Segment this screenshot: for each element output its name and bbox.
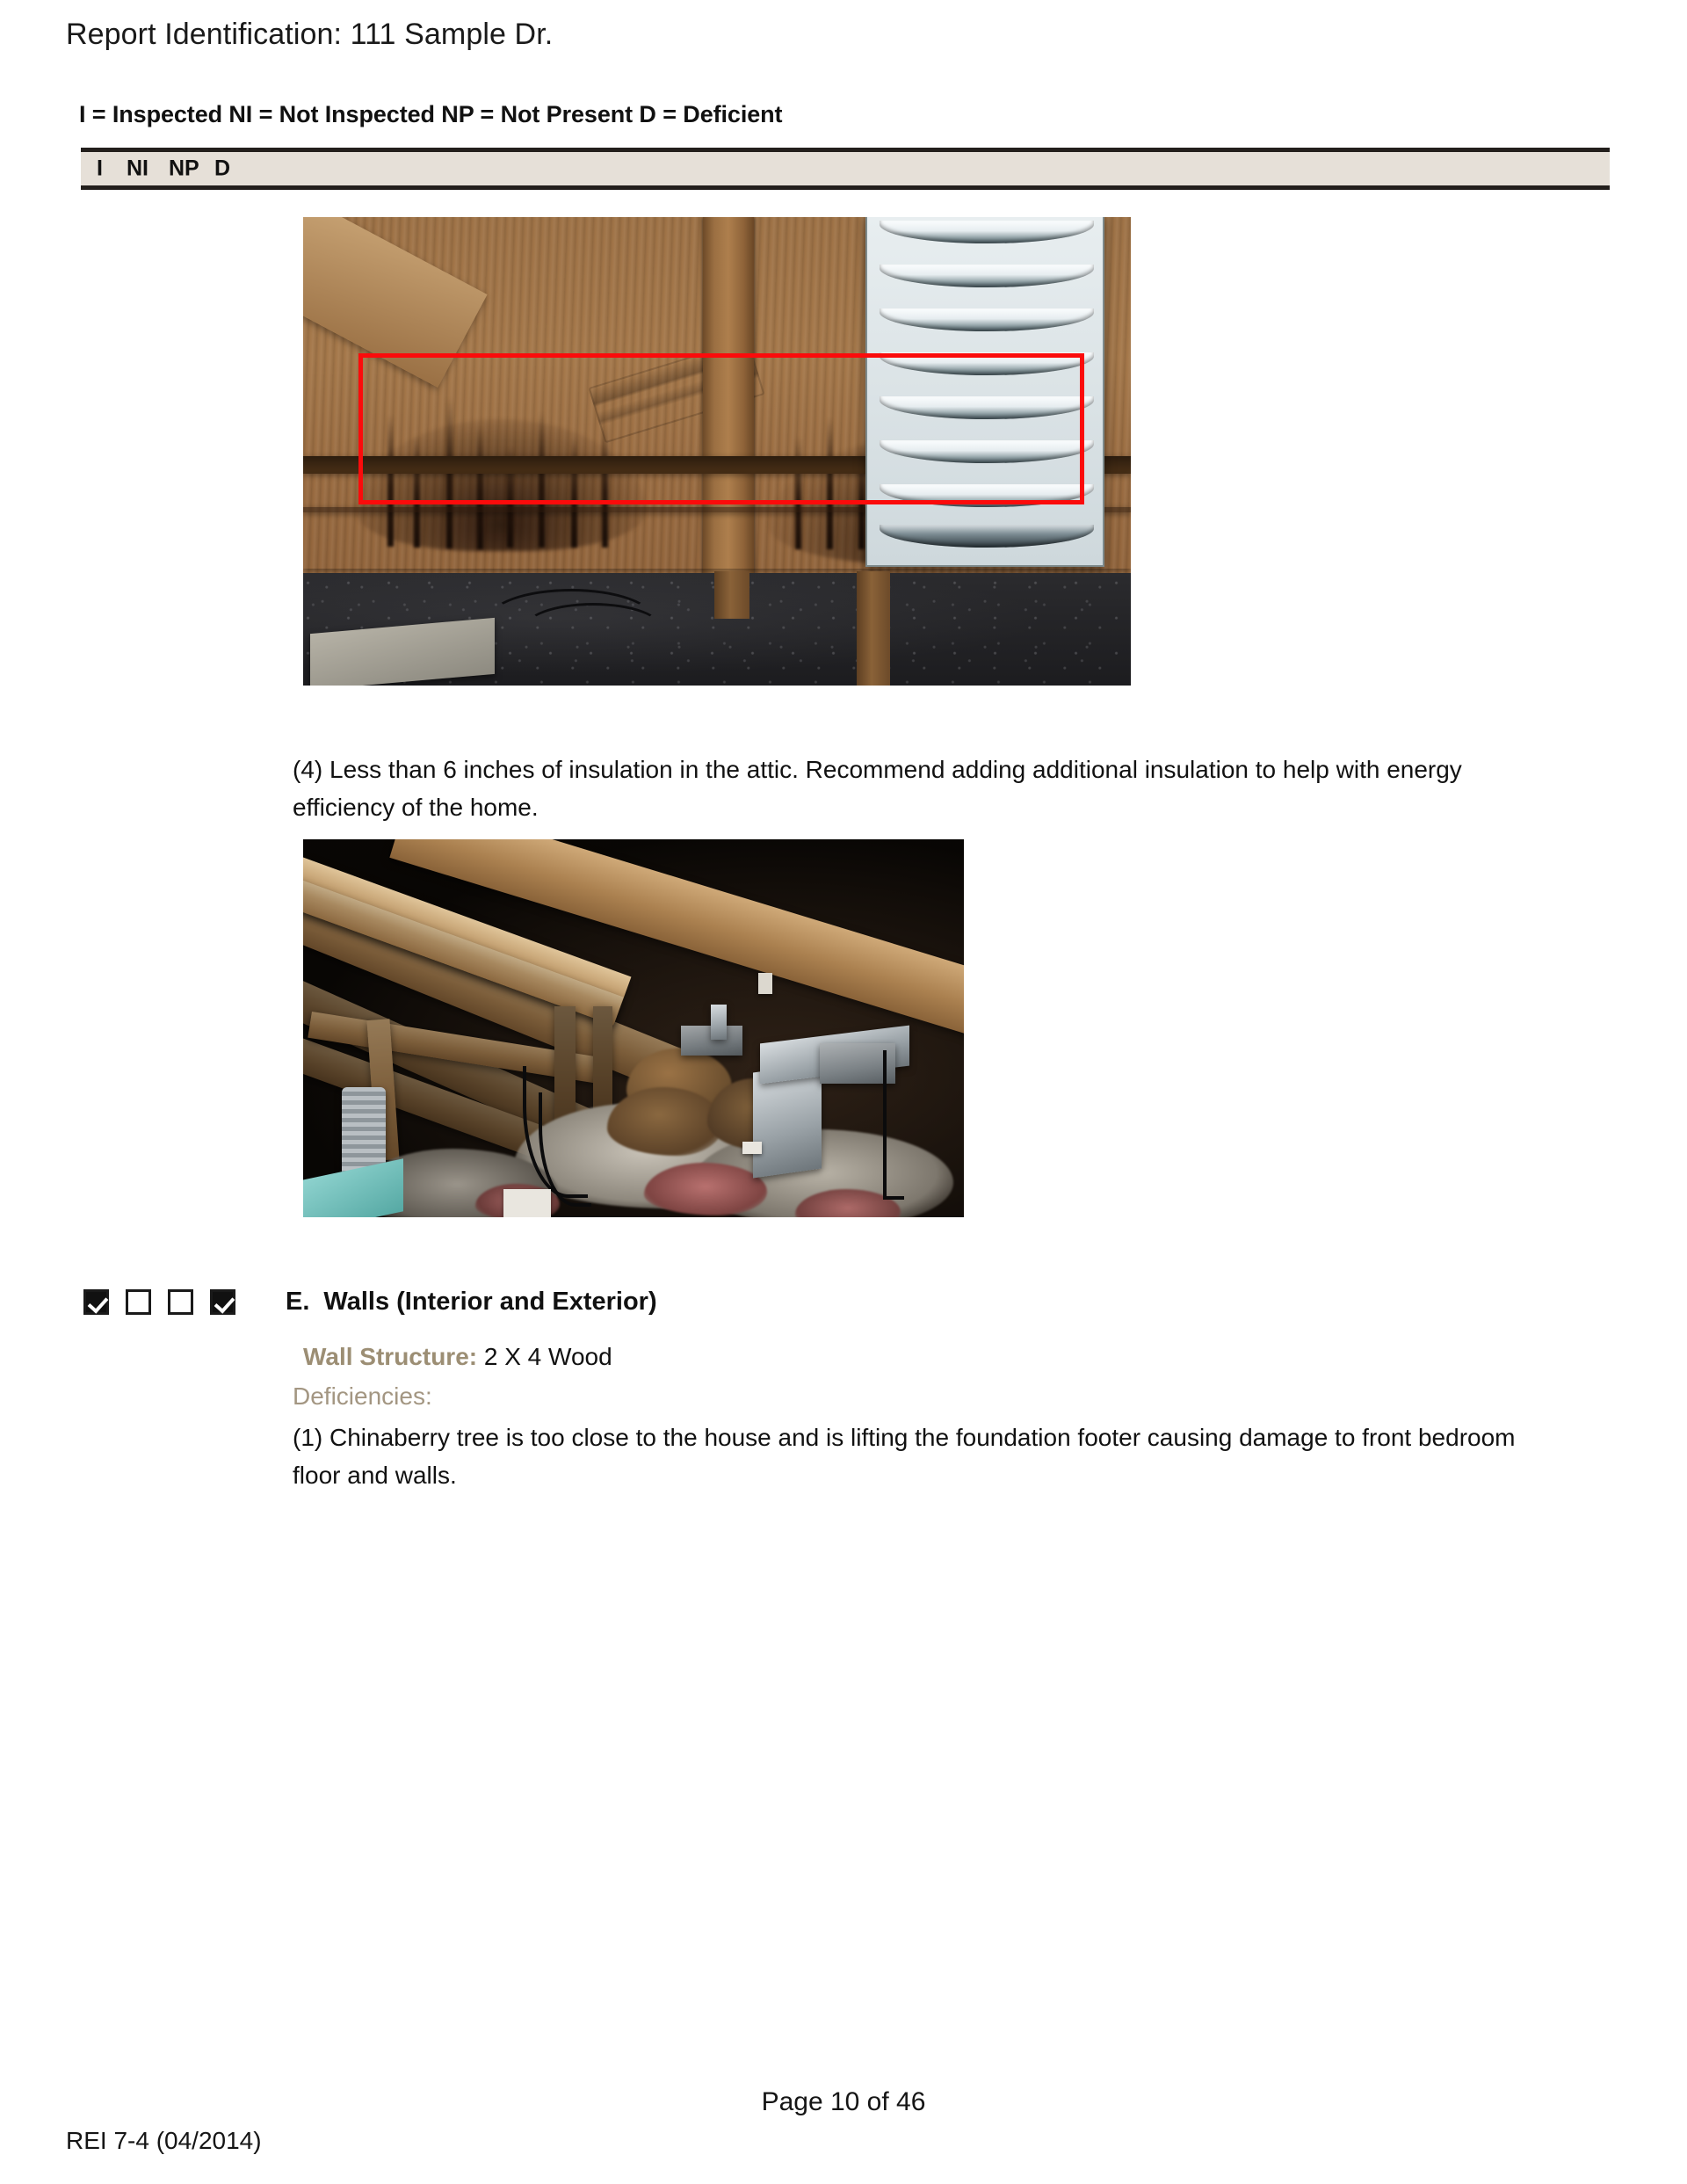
photo-attic-gable-wall-vent <box>303 217 1131 686</box>
checkbox-inspected[interactable] <box>83 1289 109 1315</box>
photo1-vent-louver <box>880 308 1094 331</box>
rating-column-d: D <box>214 156 231 181</box>
section-e-letter: E. <box>286 1288 310 1316</box>
photo1-vent-louver <box>880 221 1094 243</box>
photo2-pink-fiberglass <box>644 1163 767 1215</box>
checkbox-not-inspected[interactable] <box>126 1289 151 1315</box>
photo2-duct-riser <box>711 1005 727 1040</box>
photo1-vent-louver <box>880 525 1094 548</box>
footer-page-number: Page 10 of 46 <box>761 2087 926 2116</box>
checkbox-deficient[interactable] <box>210 1289 235 1315</box>
rating-legend: I = Inspected NI = Not Inspected NP = Not Present D = Deficient <box>79 101 783 127</box>
photo1-attic-floor <box>303 573 1131 686</box>
footer-form-id: REI 7-4 (04/2014) <box>66 2127 262 2154</box>
photo1-post-leg <box>857 571 890 686</box>
photo1-gable-louver-vent <box>865 217 1104 567</box>
photo1-vent-louver <box>880 396 1094 419</box>
photo2-support-post <box>593 1006 612 1121</box>
photo1-vent-louver <box>880 484 1094 507</box>
wall-structure-label: Wall Structure: <box>303 1343 478 1370</box>
deficiency-4-text: (4) Less than 6 inches of insulation in the attic. Recommend adding additional insulation to help with energy efficiency of the home. <box>293 756 1462 821</box>
checkbox-not-present[interactable] <box>168 1289 193 1315</box>
photo-attic-interior-insulation <box>303 839 964 1217</box>
section-e-title <box>286 1288 657 1317</box>
rating-column-labels <box>97 156 241 182</box>
photo1-vent-louver <box>880 352 1094 375</box>
rating-column-i: I <box>97 156 103 181</box>
rating-column-np: NP <box>169 156 199 181</box>
photo2-electrical-cable <box>883 1050 904 1200</box>
rating-column-ni: NI <box>127 156 148 181</box>
wall-structure-line <box>303 1343 612 1371</box>
photo2-paper-debris <box>503 1189 551 1217</box>
wall-structure-value: 2 X 4 Wood <box>483 1343 612 1370</box>
report-identification: Report Identification: 111 Sample Dr. <box>66 18 554 51</box>
photo2-junction-box <box>758 973 772 994</box>
photo1-post-leg <box>714 571 749 619</box>
section-e-title-text: Walls (Interior and Exterior) <box>323 1288 657 1316</box>
section-e-row <box>83 1288 657 1317</box>
deficiency-1-text: (1) Chinaberry tree is too close to the house and is lifting the foundation footer causing damage to front bedroom floor and walls. <box>293 1424 1516 1489</box>
photo1-cable <box>523 603 663 656</box>
rating-column-header-bar <box>81 148 1610 190</box>
deficiencies-label: Deficiencies: <box>293 1382 432 1410</box>
photo1-vent-louver <box>880 440 1094 463</box>
photo1-vent-louver <box>880 265 1094 287</box>
photo2-paper-debris <box>742 1142 762 1154</box>
